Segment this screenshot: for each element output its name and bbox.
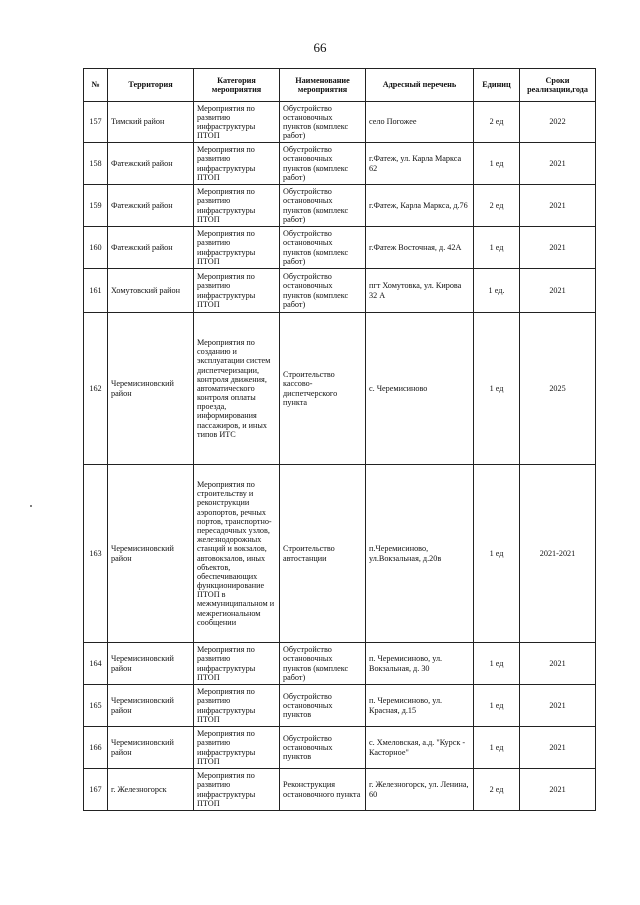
row-category: Мероприятия по развитию инфраструктуры ПТОП [194, 185, 280, 227]
row-period: 2021 [520, 685, 596, 727]
row-units: 1 ед [474, 465, 520, 643]
header-name: Наименование мероприятия [280, 69, 366, 102]
row-name: Обустройство остановочных пунктов (комплекс работ) [280, 185, 366, 227]
header-territory: Территория [108, 69, 194, 102]
row-name: Обустройство остановочных пунктов (комплекс работ) [280, 269, 366, 313]
row-num: 164 [84, 643, 108, 685]
table-header-row [84, 69, 596, 102]
table-row [84, 269, 596, 313]
row-territory: Фатежский район [108, 227, 194, 269]
row-territory: Фатежский район [108, 143, 194, 185]
row-name: Строительство кассово-диспетчерского пункта [280, 313, 366, 465]
header-category: Категория мероприятия [194, 69, 280, 102]
row-territory: Черемисиновский район [108, 727, 194, 769]
row-address: с. Черемисиново [366, 313, 474, 465]
row-units: 1 ед [474, 685, 520, 727]
row-period: 2021 [520, 643, 596, 685]
row-territory: Фатежский район [108, 185, 194, 227]
row-address: г.Фатеж, ул. Карла Маркса 62 [366, 143, 474, 185]
row-address: г.Фатеж Восточная, д. 42А [366, 227, 474, 269]
row-num: 167 [84, 769, 108, 811]
row-num: 165 [84, 685, 108, 727]
header-period: Сроки реализации,года [520, 69, 596, 102]
row-territory: Черемисиновский район [108, 313, 194, 465]
row-category: Мероприятия по развитию инфраструктуры ПТОП [194, 143, 280, 185]
row-num: 166 [84, 727, 108, 769]
row-units: 1 ед. [474, 269, 520, 313]
row-address: г. Железногорск, ул. Ленина, 60 [366, 769, 474, 811]
row-category: Мероприятия по развитию инфраструктуры ПТОП [194, 643, 280, 685]
row-category: Мероприятия по строительству и реконструкции аэропортов, речных портов, транспортно-пересадочных узлов, железнодорожных станций и вокзалов, автовокзалов, иных объектов, обеспечивающих функционирование ПТОП в межмуниципальном и межрегиональном сообщении [194, 465, 280, 643]
row-num: 160 [84, 227, 108, 269]
row-units: 1 ед [474, 143, 520, 185]
row-units: 1 ед [474, 727, 520, 769]
row-units: 2 ед [474, 185, 520, 227]
row-name: Обустройство остановочных пунктов [280, 727, 366, 769]
row-num: 162 [84, 313, 108, 465]
row-territory: Хомутовский район [108, 269, 194, 313]
row-name: Обустройство остановочных пунктов (комплекс работ) [280, 227, 366, 269]
table-row [84, 143, 596, 185]
table-row [84, 185, 596, 227]
scan-speck [30, 505, 32, 507]
row-name: Обустройство остановочных пунктов (комплекс работ) [280, 102, 366, 143]
row-num: 158 [84, 143, 108, 185]
row-category: Мероприятия по развитию инфраструктуры ПТОП [194, 269, 280, 313]
row-period: 2021 [520, 769, 596, 811]
table-row [84, 102, 596, 143]
row-units: 1 ед [474, 313, 520, 465]
row-category: Мероприятия по развитию инфраструктуры ПТОП [194, 685, 280, 727]
row-name: Обустройство остановочных пунктов (комплекс работ) [280, 643, 366, 685]
table-row [84, 769, 596, 811]
row-category: Мероприятия по развитию инфраструктуры ПТОП [194, 727, 280, 769]
row-period: 2025 [520, 313, 596, 465]
row-territory: г. Железногорск [108, 769, 194, 811]
row-num: 161 [84, 269, 108, 313]
row-name: Обустройство остановочных пунктов (комплекс работ) [280, 143, 366, 185]
table-row [84, 313, 596, 465]
table-row [84, 227, 596, 269]
row-territory: Черемисиновский район [108, 685, 194, 727]
header-num: № [84, 69, 108, 102]
table-row [84, 727, 596, 769]
row-period: 2021 [520, 727, 596, 769]
row-period: 2021-2021 [520, 465, 596, 643]
header-address: Адресный перечень [366, 69, 474, 102]
row-units: 2 ед [474, 769, 520, 811]
row-address: пгт Хомутовка, ул. Кирова 32 А [366, 269, 474, 313]
table-row [84, 685, 596, 727]
header-units: Единиц [474, 69, 520, 102]
row-num: 163 [84, 465, 108, 643]
row-name: Строительство автостанции [280, 465, 366, 643]
table-row [84, 465, 596, 643]
row-territory: Черемисиновский район [108, 643, 194, 685]
row-category: Мероприятия по развитию инфраструктуры ПТОП [194, 227, 280, 269]
row-territory: Тимский район [108, 102, 194, 143]
row-address: с. Хмеловская, а.д. "Курск - Касторное" [366, 727, 474, 769]
registry-table [83, 68, 596, 811]
row-name: Обустройство остановочных пунктов [280, 685, 366, 727]
row-period: 2022 [520, 102, 596, 143]
row-territory: Черемисиновский район [108, 465, 194, 643]
table-row [84, 643, 596, 685]
row-address: п.Черемисиново, ул.Вокзальная, д.20в [366, 465, 474, 643]
row-period: 2021 [520, 227, 596, 269]
row-address: село Погожее [366, 102, 474, 143]
row-units: 1 ед [474, 643, 520, 685]
row-num: 159 [84, 185, 108, 227]
row-period: 2021 [520, 143, 596, 185]
row-period: 2021 [520, 185, 596, 227]
page-number: 66 [313, 40, 327, 55]
row-address: г.Фатеж, Карла Маркса, д.76 [366, 185, 474, 227]
row-category: Мероприятия по созданию и эксплуатации систем диспетчеризации, контроля движения, автоматического контроля оплаты проезда, информирования пассажиров, и иных типов ИТС [194, 313, 280, 465]
row-category: Мероприятия по развитию инфраструктуры ПТОП [194, 102, 280, 143]
row-address: п. Черемисиново, ул. Красная, д.15 [366, 685, 474, 727]
row-address: п. Черемисиново, ул. Вокзальная, д. 30 [366, 643, 474, 685]
row-period: 2021 [520, 269, 596, 313]
row-units: 2 ед [474, 102, 520, 143]
row-category: Мероприятия по развитию инфраструктуры ПТОП [194, 769, 280, 811]
row-num: 157 [84, 102, 108, 143]
row-units: 1 ед [474, 227, 520, 269]
row-name: Реконструкция остановочного пункта [280, 769, 366, 811]
